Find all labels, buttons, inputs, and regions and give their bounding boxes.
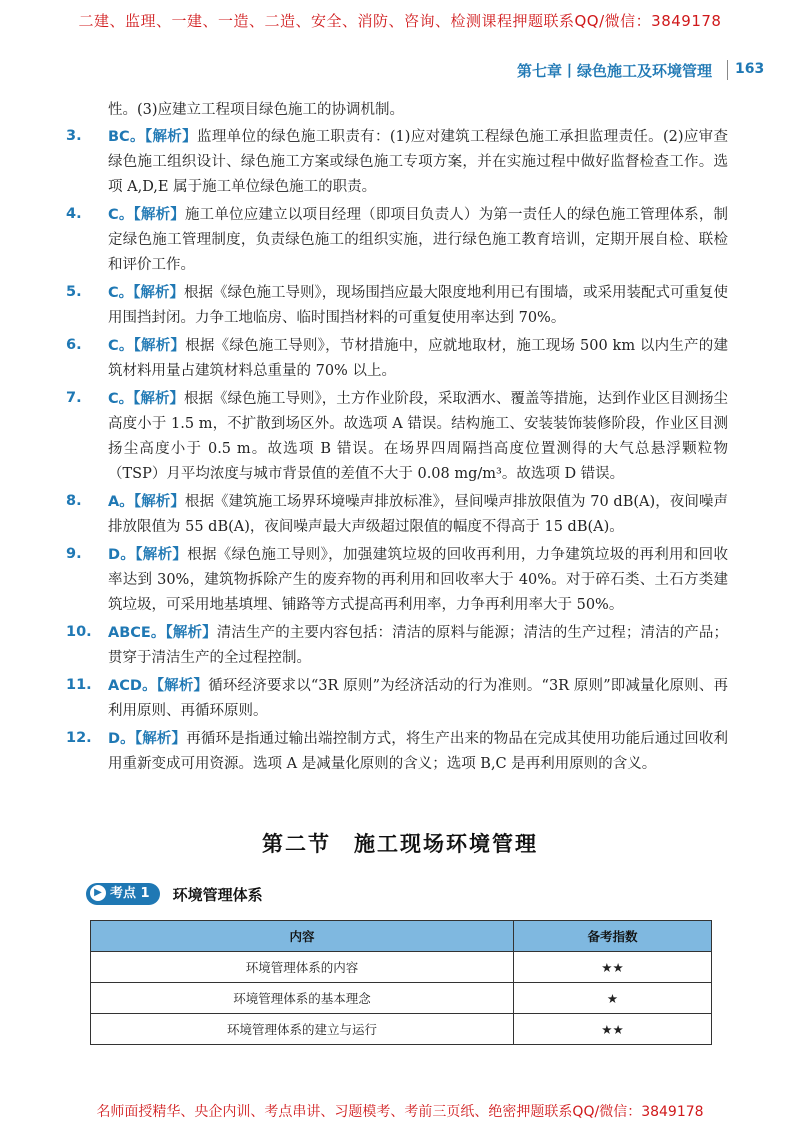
answer-item	[66, 280, 729, 331]
analysis-tag: 【解析】	[133, 390, 184, 407]
table-cell-content: 环境管理体系的建立与运行	[91, 1014, 514, 1045]
key-point-badge-label: 考点 1	[110, 886, 150, 901]
answer-number: 7.	[66, 390, 82, 406]
header-divider	[727, 60, 728, 80]
page-number: 163	[735, 61, 765, 77]
table-header-row	[91, 921, 712, 952]
answer-content	[66, 98, 729, 779]
key-point-badge	[86, 883, 160, 905]
answer-text: 清洁生产的主要内容包括：清洁的原料与能源；清洁的生产过程；清洁的产品；贯穿于清洁生产的全过程控制。	[108, 625, 729, 666]
answer-text: 根据《绿色施工导则》，土方作业阶段，采取洒水、覆盖等措施，达到作业区目测扬尘高度小于 1.5 m，不扩散到场区外。故选项 A 错误。结构施工、安装装饰装修阶段，作业区目测扬尘高度小于 0.5 m。故选项 B 错误。在场界四周隔挡高度位置测得的大气总悬浮颗粒物（TSP）月平均浓度与城市背景值的差值不大于 0.08 mg/m³。故选项 D 错误。	[108, 391, 729, 482]
table-cell-content: 环境管理体系的基本理念	[91, 983, 514, 1014]
analysis-tag: 【解析】	[144, 128, 197, 145]
answer-item	[66, 202, 729, 278]
answer-text: 根据《绿色施工导则》，节材措施中，应就地取材，施工现场 500 km 以内生产的建筑材料用量占建筑材料总重量的 70% 以上。	[108, 338, 728, 379]
answer-item	[66, 542, 728, 618]
answer-option: ABCE。	[108, 625, 166, 641]
table-cell-stars: ★★	[514, 1014, 712, 1045]
answer-option: BC。	[108, 129, 145, 145]
answer-number: 5.	[66, 284, 82, 300]
answer-text: 根据《绿色施工导则》，现场围挡应最大限度地利用已有围墙，或采用装配式可重复使用围挡封闭。力争工地临房、临时围挡材料的可重复使用率达到 70%。	[108, 285, 729, 326]
answer-list	[66, 124, 729, 777]
analysis-tag: 【解析】	[133, 206, 185, 223]
analysis-tag: 【解析】	[156, 677, 209, 694]
analysis-tag: 【解析】	[133, 284, 184, 301]
key-point-header	[86, 883, 263, 909]
answer-text: 再循环是指通过输出端控制方式，将生产出来的物品在完成其使用功能后通过回收利用重新变成可用资源。选项 A 是减量化原则的含义；选项 B,C 是再利用原则的含义。	[108, 731, 729, 772]
table-row	[91, 952, 712, 983]
answer-option: C。	[108, 285, 134, 301]
table-row	[91, 1014, 712, 1045]
answer-item	[66, 726, 729, 777]
analysis-tag: 【解析】	[133, 493, 185, 510]
answer-item	[66, 489, 728, 540]
analysis-tag: 【解析】	[134, 730, 187, 747]
answer-item	[66, 386, 729, 487]
answer-item	[66, 673, 728, 724]
answer-number: 3.	[66, 128, 82, 144]
answer-option: D。	[108, 547, 136, 563]
answer-item	[66, 124, 729, 200]
chapter-header	[0, 60, 800, 84]
answer-number: 11.	[66, 677, 92, 693]
chapter-title: 第七章丨绿色施工及环境管理	[516, 62, 712, 80]
key-point-icon: ▶	[90, 885, 106, 901]
top-promo-banner: 二建、监理、一建、一造、二造、安全、消防、咨询、检测课程押题联系QQ/微信：3849178	[78, 12, 722, 30]
answer-text: 监理单位的绿色施工职责有：(1)应对建筑工程绿色施工承担监理责任。(2)应审查绿色施工组织设计、绿色施工方案或绿色施工专项方案，并在实施过程中做好监督检查工作。选项 A,D,E 属于施工单位绿色施工的职责。	[108, 129, 729, 195]
key-point-title: 环境管理体系	[172, 885, 263, 904]
answer-number: 4.	[66, 206, 82, 222]
bottom-promo-banner: 名师面授精华、央企内训、考点串讲、习题模考、考前三页纸、绝密押题联系QQ/微信：3849178	[96, 1104, 704, 1120]
table-row	[91, 983, 712, 1014]
table-header-content: 内容	[91, 921, 514, 952]
answer-option: D。	[108, 731, 135, 747]
answer-option: C。	[108, 207, 134, 223]
answer-number: 10.	[66, 624, 92, 640]
study-index-table	[90, 920, 712, 1045]
table-cell-stars: ★	[514, 983, 712, 1014]
answer-item	[66, 333, 728, 384]
answer-option: A。	[108, 494, 134, 510]
table-cell-content: 环境管理体系的内容	[91, 952, 514, 983]
analysis-tag: 【解析】	[135, 546, 188, 563]
table-header-index: 备考指数	[514, 921, 712, 952]
answer-option: C。	[108, 391, 134, 407]
answer-number: 6.	[66, 337, 82, 353]
table-cell-stars: ★★	[514, 952, 712, 983]
answer-text: 施工单位应建立以项目经理（即项目负责人）为第一责任人的绿色施工管理体系，制定绿色施工管理制度，负责绿色施工的组织实施，进行绿色施工教育培训，定期开展自检、联检和评价工作。	[108, 207, 729, 273]
answer-number: 12.	[66, 730, 92, 746]
continuation-text: 性。(3)应建立工程项目绿色施工的协调机制。	[108, 102, 405, 118]
answer-number: 8.	[66, 493, 82, 509]
answer-option: ACD。	[108, 678, 157, 694]
answer-text: 根据《建筑施工场界环境噪声排放标准》，昼间噪声排放限值为 70 dB(A)，夜间噪声排放限值为 55 dB(A)，夜间噪声最大声级超过限值的幅度不得高于 15 dB(A)。	[108, 494, 728, 535]
answer-text: 根据《绿色施工导则》，加强建筑垃圾的回收再利用，力争建筑垃圾的再利用和回收率达到 30%，建筑物拆除产生的废弃物的再利用和回收率大于 40%。对于碎石类、土石方类建筑垃圾，可采用地基填埋、铺路等方式提高再利用率，力争再利用率大于 50%。	[108, 547, 728, 613]
answer-item	[66, 620, 729, 671]
answer-option: C。	[108, 338, 134, 354]
analysis-tag: 【解析】	[133, 337, 186, 354]
answer-number: 9.	[66, 546, 82, 562]
answer-text: 循环经济要求以“3R 原则”为经济活动的行为准则。“3R 原则”即减量化原则、再利用原则、再循环原则。	[108, 678, 728, 719]
section-title: 第二节 施工现场环境管理	[262, 831, 538, 856]
analysis-tag: 【解析】	[165, 624, 217, 641]
